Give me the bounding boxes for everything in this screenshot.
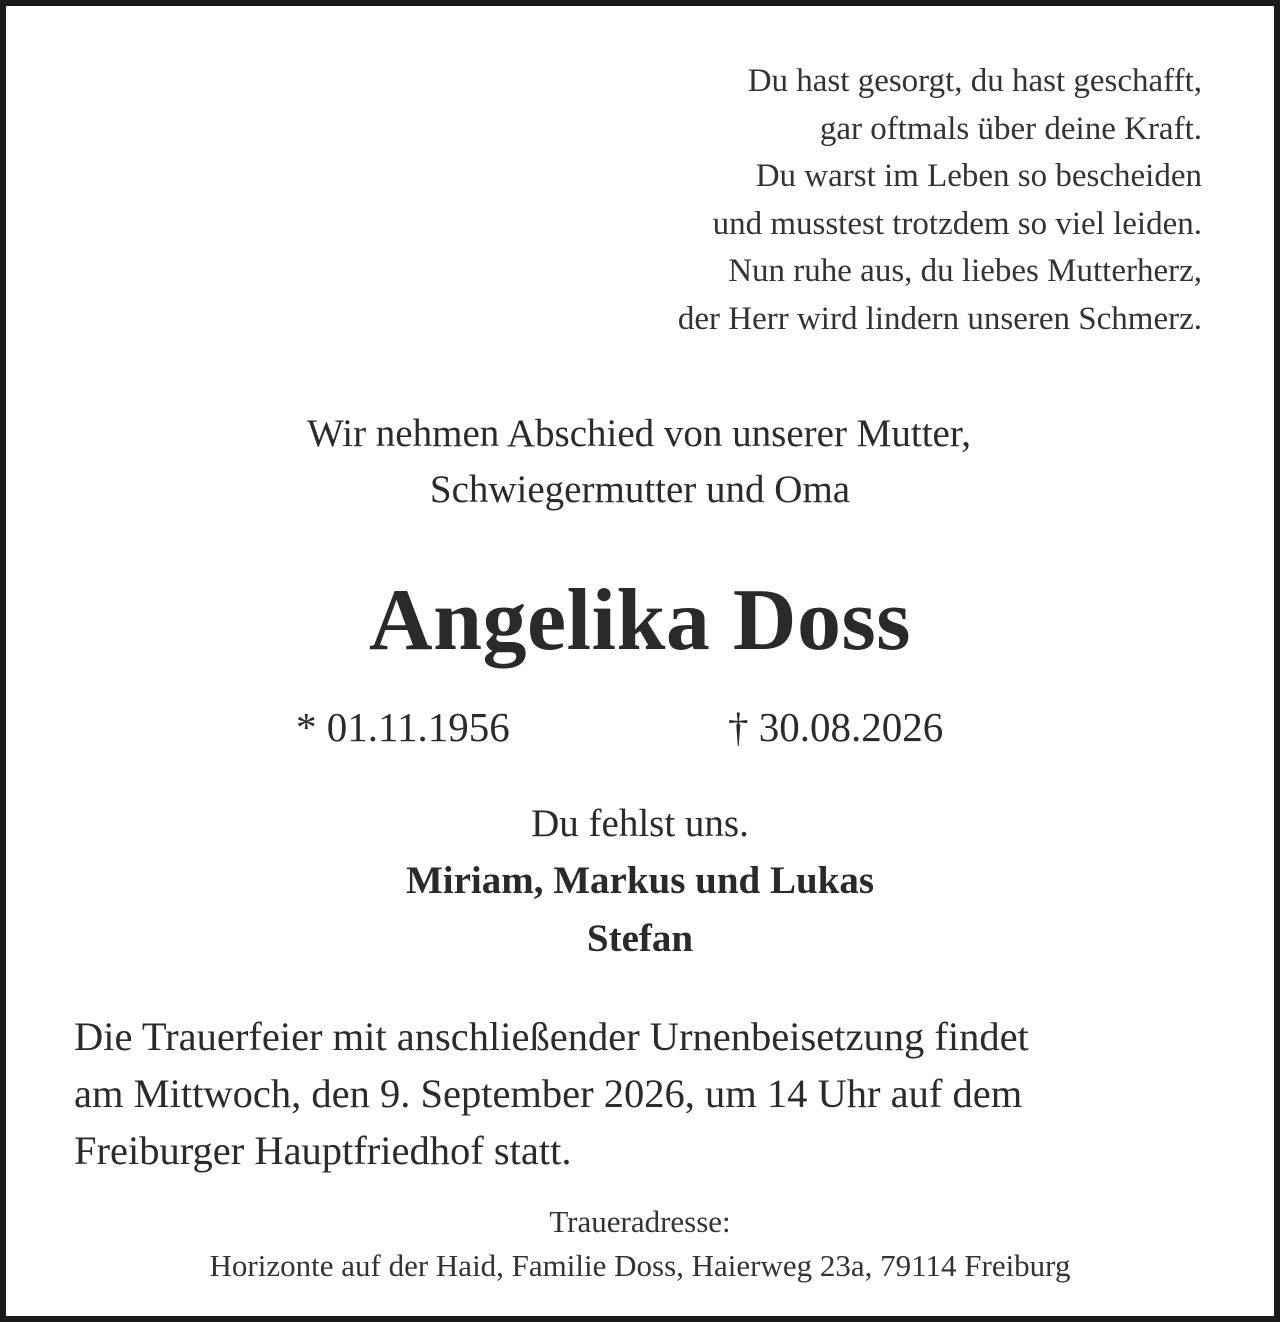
mourner-line-1: Miriam, Markus und Lukas <box>405 859 875 902</box>
mourner-line-2: Stefan <box>586 917 694 960</box>
farewell-message: Du fehlst uns. <box>531 802 749 845</box>
intro-line-1: Wir nehmen Abschied von unserer Mutter, <box>306 412 972 455</box>
farewell-intro <box>6 406 1274 518</box>
poem-line: gar oftmals über deine Kraft. <box>819 110 1202 147</box>
ceremony-line: am Mittwoch, den 9. September 2026, um 14 Uhr auf dem <box>74 1071 1023 1116</box>
birth-date: * 01.11.1956 <box>296 704 510 750</box>
death-date: † 30.08.2026 <box>728 704 944 750</box>
poem-line: Du warst im Leben so bescheiden <box>755 158 1202 194</box>
ceremony-line: Freiburger Hauptfriedhof statt. <box>74 1128 572 1173</box>
poem-line: und musstest trotzdem so viel leiden. <box>712 205 1202 242</box>
mourners <box>6 852 1274 968</box>
mourning-address <box>6 1200 1274 1288</box>
deceased-name: Angelika Doss <box>369 572 911 669</box>
address-label: Traueradresse: <box>549 1204 731 1239</box>
address-value: Horizonte auf der Haid, Familie Doss, Haierweg 23a, 79114 Freiburg <box>209 1248 1071 1283</box>
intro-line-2: Schwiegermutter und Oma <box>429 468 851 511</box>
memorial-poem <box>678 58 1202 343</box>
poem-line: der Herr wird lindern unseren Schmerz. <box>677 300 1202 337</box>
poem-line: Du hast gesorgt, du hast geschafft, <box>747 63 1202 99</box>
poem-line: Nun ruhe aus, du liebes Mutterherz, <box>728 253 1202 289</box>
ceremony-line: Die Trauerfeier mit anschließender Urnenbeisetzung findet <box>74 1014 1029 1059</box>
funeral-details <box>74 1008 1204 1179</box>
